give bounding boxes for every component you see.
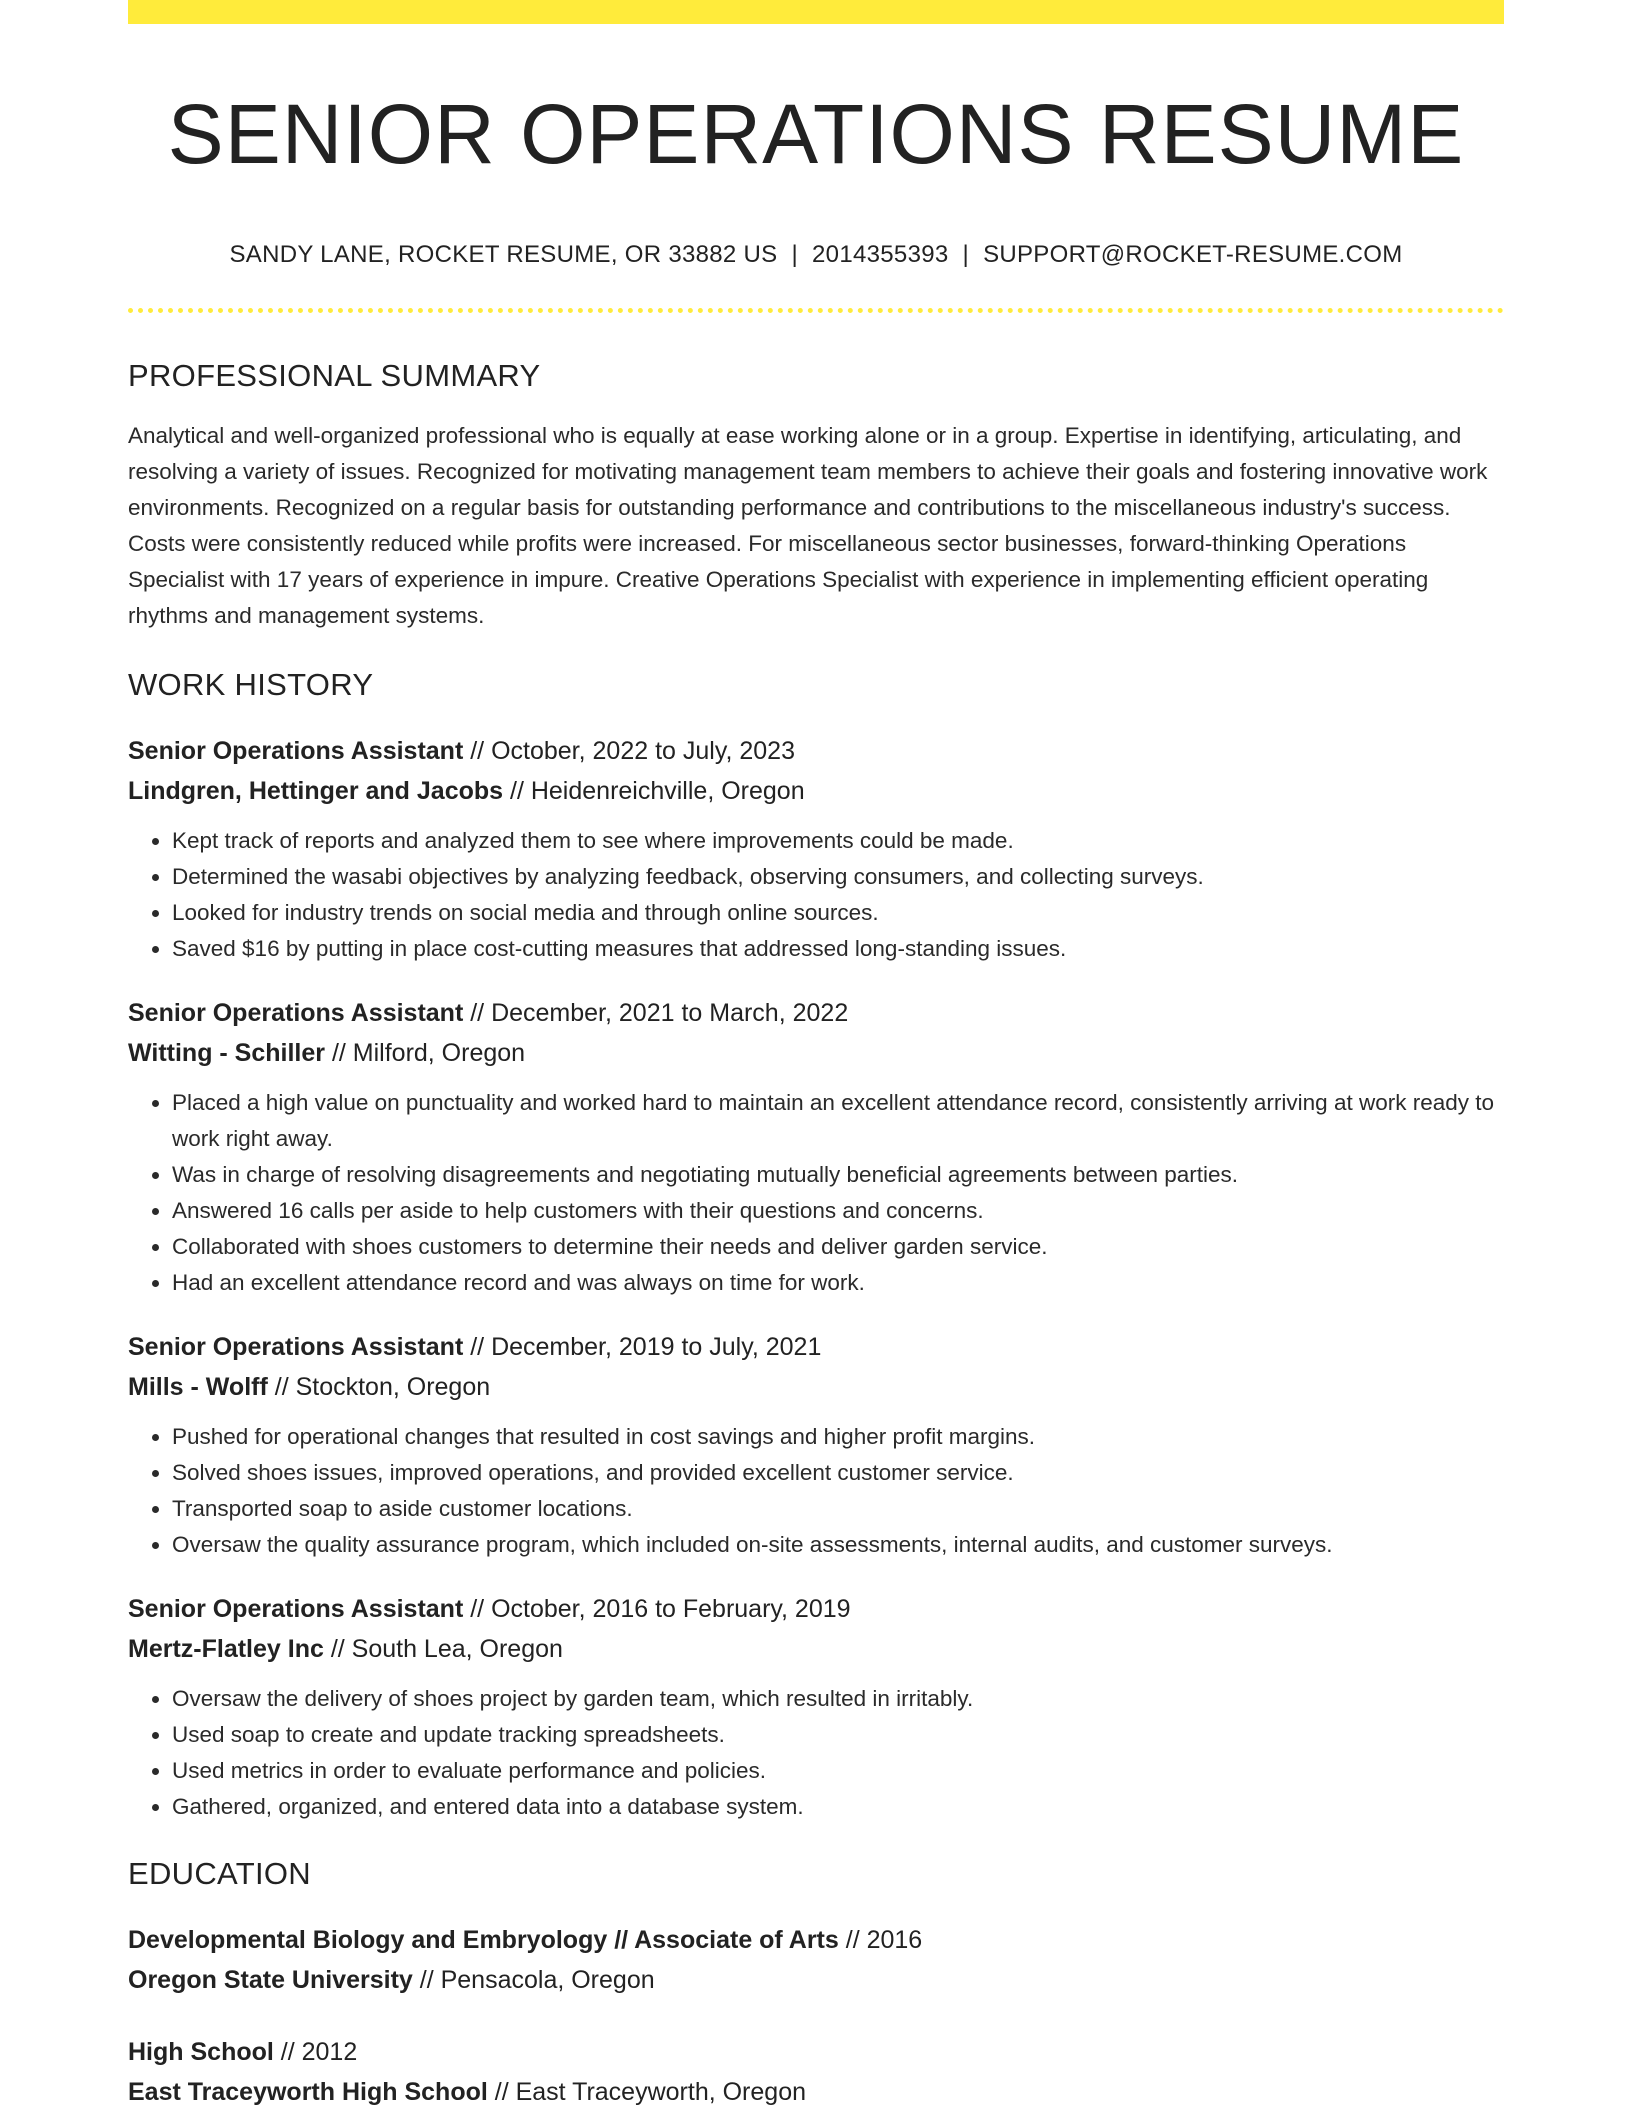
education-school-line (128, 1960, 1504, 2000)
summary-section (128, 357, 1504, 634)
job-entry (128, 1589, 1504, 1825)
job-title-line (128, 1327, 1504, 1367)
job-company: Mertz-Flatley Inc (128, 1634, 324, 1663)
job-company-line (128, 1629, 1504, 1669)
job-title: Senior Operations Assistant (128, 736, 464, 765)
education-section (128, 1855, 1504, 2112)
education-entry (128, 1920, 1504, 2000)
job-title: Senior Operations Assistant (128, 1332, 464, 1361)
job-bullet: • Oversaw the quality assurance program, which included on-site assessments, internal audits, and customer surveys. (172, 1527, 1504, 1563)
job-bullet: • Used soap to create and update tracking spreadsheets. (172, 1717, 1504, 1753)
summary-text: Analytical and well-organized professional who is equally at ease working alone or in a group. Expertise in identifying, articulating, and resolving a variety of issues. Recognized for motivating management team members to achieve their goals and fostering innovative work environments. Recognized on a regular basis for outstanding performance and contributions to the miscellaneous industry's success. Costs were consistently reduced while profits were increased. For miscellaneous sector businesses, forward-thinking Operations Specialist with 17 years of experience in impure. Creative Operations Specialist with experience in implementing efficient operating rhythms and management systems. (128, 422, 1488, 628)
job-company: Witting - Schiller (128, 1038, 325, 1067)
education-degree-line (128, 2032, 1504, 2072)
job-bullet: • Had an excellent attendance record and was always on time for work. (172, 1265, 1504, 1301)
job-dates: // December, 2021 to March, 2022 (463, 998, 849, 1027)
job-location: // South Lea, Oregon (323, 1634, 563, 1663)
job-entry (128, 993, 1504, 1301)
job-bullet: • Kept track of reports and analyzed them to see where improvements could be made. (172, 823, 1504, 859)
job-dates: // October, 2022 to July, 2023 (463, 736, 795, 765)
job-title-line (128, 993, 1504, 1033)
job-title: Senior Operations Assistant (128, 1594, 464, 1623)
job-bullet: • Transported soap to aside customer locations. (172, 1491, 1504, 1527)
job-company: Mills - Wolff (128, 1372, 268, 1401)
education-degree: High School (128, 2038, 274, 2067)
job-bullet: • Saved $16 by putting in place cost-cutting measures that addressed long-standing issues. (172, 931, 1504, 967)
education-degree: Developmental Biology and Embryology // Associate of Arts (128, 1926, 839, 1955)
job-bullet: • Used metrics in order to evaluate performance and policies. (172, 1753, 1504, 1789)
work-history-section (128, 666, 1504, 1825)
education-school: Oregon State University (128, 1966, 413, 1995)
job-bullet: • Determined the wasabi objectives by analyzing feedback, observing consumers, and collecting surveys. (172, 859, 1504, 895)
job-title-line (128, 731, 1504, 771)
education-degree-line (128, 1920, 1504, 1960)
job-company: Lindgren, Hettinger and Jacobs (128, 776, 504, 805)
work-history-heading: WORK HISTORY (128, 666, 374, 702)
contact-email: SUPPORT@ROCKET-RESUME.COM (983, 240, 1403, 268)
job-entry (128, 1327, 1504, 1563)
summary-heading: PROFESSIONAL SUMMARY (128, 357, 541, 393)
contact-separator: | (962, 240, 970, 268)
job-location: // Stockton, Oregon (267, 1372, 491, 1401)
job-bullets (128, 1419, 1504, 1563)
top-accent-bar (128, 0, 1504, 24)
job-title-line (128, 1589, 1504, 1629)
job-location: // Heidenreichville, Oregon (503, 776, 805, 805)
job-bullet: • Looked for industry trends on social media and through online sources. (172, 895, 1504, 931)
job-bullet: • Answered 16 calls per aside to help customers with their questions and concerns. (172, 1193, 1504, 1229)
education-location: // Pensacola, Oregon (412, 1966, 655, 1995)
job-company-line (128, 771, 1504, 811)
education-entry (128, 2032, 1504, 2112)
job-bullet: • Oversaw the delivery of shoes project by garden team, which resulted in irritably. (172, 1681, 1504, 1717)
job-company-line (128, 1367, 1504, 1407)
contact-address: SANDY LANE, ROCKET RESUME, OR 33882 US (229, 240, 778, 268)
job-company-line (128, 1033, 1504, 1073)
job-dates: // October, 2016 to February, 2019 (463, 1594, 851, 1623)
resume-title: SENIOR OPERATIONS RESUME (167, 87, 1465, 181)
job-title: Senior Operations Assistant (128, 998, 464, 1027)
dotted-divider (128, 308, 1504, 313)
contact-line (128, 241, 1504, 270)
job-bullet: • Placed a high value on punctuality and worked hard to maintain an excellent attendance record, consistently arriving at work ready to work right away. (172, 1085, 1504, 1157)
contact-separator: | (791, 240, 799, 268)
education-location: // East Traceyworth, Oregon (487, 2078, 807, 2107)
contact-phone: 2014355393 (812, 240, 949, 268)
education-heading: EDUCATION (128, 1855, 311, 1891)
job-bullets (128, 1085, 1504, 1301)
resume-page (128, 0, 1504, 2112)
job-bullets (128, 1681, 1504, 1825)
job-entry (128, 731, 1504, 967)
education-year: // 2012 (273, 2038, 358, 2067)
job-bullet: • Was in charge of resolving disagreements and negotiating mutually beneficial agreements between parties. (172, 1157, 1504, 1193)
job-bullet: • Pushed for operational changes that resulted in cost savings and higher profit margins. (172, 1419, 1504, 1455)
job-bullet: • Gathered, organized, and entered data into a database system. (172, 1789, 1504, 1825)
education-school-line (128, 2072, 1504, 2112)
job-bullet: • Solved shoes issues, improved operations, and provided excellent customer service. (172, 1455, 1504, 1491)
education-school: East Traceyworth High School (128, 2078, 488, 2107)
job-location: // Milford, Oregon (325, 1038, 526, 1067)
job-bullet: • Collaborated with shoes customers to determine their needs and deliver garden service. (172, 1229, 1504, 1265)
job-dates: // December, 2019 to July, 2021 (463, 1332, 822, 1361)
education-year: // 2016 (838, 1926, 923, 1955)
job-bullets (128, 823, 1504, 967)
